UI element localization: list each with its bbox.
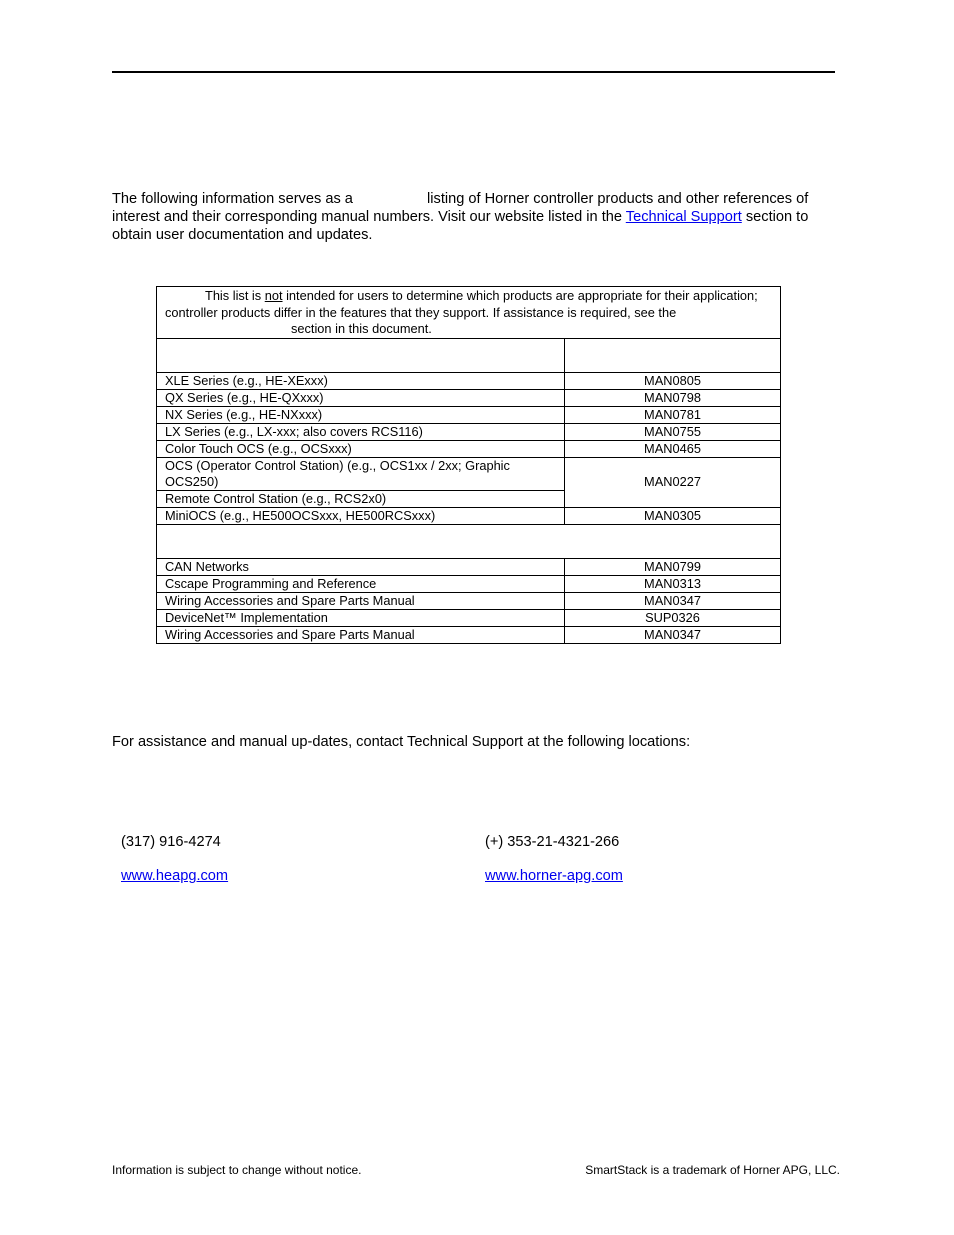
intro-paragraph: [112, 190, 847, 244]
manual-header-cell: [565, 338, 781, 372]
table-row: Color Touch OCS (e.g., OCSxxx) MAN0465: [157, 440, 781, 457]
table-row: Cscape Programming and Reference MAN0313: [157, 575, 781, 592]
table-note: This list is not intended for users to determine which products are appropriate for their application; controller products differ in the features that they support. If assistance is required, see the section in this document.: [157, 287, 781, 339]
table-row: Remote Control Station (e.g., RCS2x0): [157, 490, 781, 507]
note-emphasis: not: [264, 288, 283, 303]
footer-left-text: Information is subject to change without notice.: [112, 1163, 362, 1177]
table-row: Wiring Accessories and Spare Parts Manual MAN0347: [157, 626, 781, 643]
table-row: DeviceNet™ Implementation SUP0326: [157, 609, 781, 626]
europe-website-link[interactable]: www.horner-apg.com: [485, 868, 623, 884]
table-row: LX Series (e.g., LX-xxx; also covers RCS116) MAN0755: [157, 423, 781, 440]
footer-right-text: SmartStack is a trademark of Horner APG, LLC.: [585, 1163, 840, 1177]
table-row: XLE Series (e.g., HE-XExxx) MAN0805: [157, 372, 781, 389]
intro-text-2: listing of Horner controller products and other references of interest and their corresponding manual numbers. Visit our website listed in the: [112, 191, 809, 225]
table-row: NX Series (e.g., HE-NXxxx) MAN0781: [157, 406, 781, 423]
table-row: Wiring Accessories and Spare Parts Manual MAN0347: [157, 592, 781, 609]
europe-phone: (+) 353-21-4321-266: [485, 834, 620, 850]
table-row: QX Series (e.g., HE-QXxxx) MAN0798: [157, 389, 781, 406]
references-header-cell: [157, 524, 781, 558]
manual-reference-table: [156, 286, 781, 644]
table-row: MiniOCS (e.g., HE500OCSxxx, HE500RCSxxx) MAN0305: [157, 507, 781, 524]
table-row: CAN Networks MAN0799: [157, 558, 781, 575]
intro-text-3: section to obtain user documentation and updates.: [112, 209, 809, 243]
us-phone: (317) 916-4274: [121, 834, 221, 850]
technical-support-link[interactable]: Technical Support: [625, 209, 742, 225]
intro-text-1: The following information serves as a: [112, 191, 353, 207]
table-row: OCS (Operator Control Station) (e.g., OCS1xx / 2xx; Graphic OCS250) MAN0227: [157, 457, 781, 490]
assistance-text: For assistance and manual up-dates, contact Technical Support at the following locations:: [112, 734, 691, 750]
header-rule: [112, 71, 835, 73]
products-header-cell: [157, 338, 565, 372]
us-website-link[interactable]: www.heapg.com: [121, 868, 229, 884]
